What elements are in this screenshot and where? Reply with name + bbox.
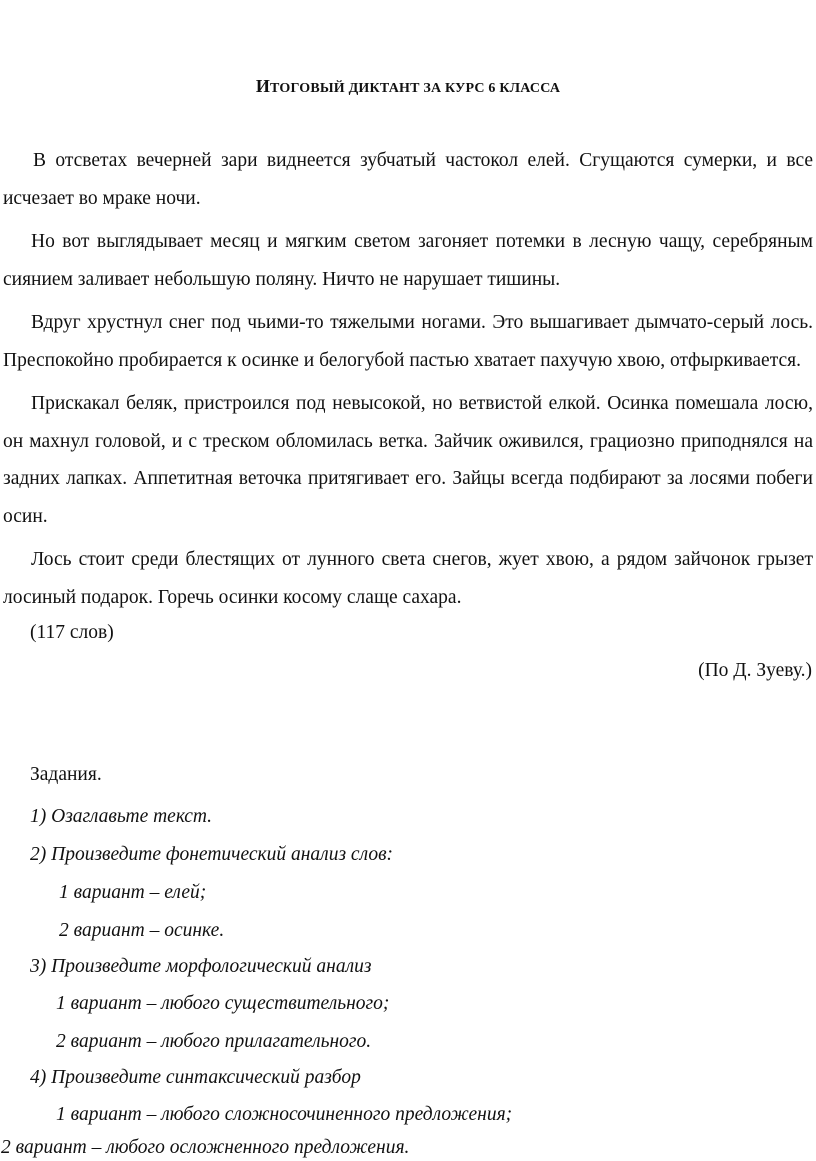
task-item: 2 вариант – любого осложненного предложения. bbox=[1, 1137, 410, 1158]
word-count: (117 слов) bbox=[30, 622, 114, 643]
document-title bbox=[0, 76, 816, 97]
tasks-heading: Задания. bbox=[30, 764, 102, 785]
paragraph: Вдруг хрустнул снег под чьими-то тяжелыми ногами. Это вышагивает дымчато-серый лось. Преспокойно пробирается к осинке и белогубой пастью хватает пахучую хвою, отфыркивается. bbox=[3, 312, 813, 371]
paragraph: В отсветах вечерней зари виднеется зубчатый частокол елей. Сгущаются сумерки, и все исчезает во мраке ночи. bbox=[3, 150, 813, 209]
dictation-text bbox=[3, 142, 813, 622]
task-item: 2 вариант – любого прилагательного. bbox=[56, 1031, 372, 1052]
task-item: 1) Озаглавьте текст. bbox=[30, 806, 213, 827]
task-item: 1 вариант – любого сложносочиненного предложения; bbox=[56, 1104, 513, 1125]
paragraph: Но вот выглядывает месяц и мягким светом загоняет потемки в лесную чащу, серебряным сиянием заливает небольшую поляну. Ничто не нарушает тишины. bbox=[3, 231, 813, 290]
task-item: 2 вариант – осинке. bbox=[59, 920, 225, 941]
task-item: 1 вариант – елей; bbox=[59, 882, 207, 903]
task-item: 1 вариант – любого существительного; bbox=[56, 993, 390, 1014]
paragraph: Прискакал беляк, пристроился под невысокой, но ветвистой елкой. Осинка помешала лосю, он махнул головой, и с треском обломилась ветка. Зайчик оживился, грациозно приподнялся на задних лапках. Аппетитная веточка притягивает его. Зайцы всегда подбирают за лосями побеги осин. bbox=[3, 393, 813, 527]
task-item: 2) Произведите фонетический анализ слов: bbox=[30, 844, 394, 865]
task-item: 4) Произведите синтаксический разбор bbox=[30, 1067, 361, 1088]
title-rest: ТОГОВЫЙ ДИКТАНТ ЗА КУРС 6 КЛАССА bbox=[270, 81, 561, 96]
task-item: 3) Произведите морфологический анализ bbox=[30, 956, 372, 977]
paragraph: Лось стоит среди блестящих от лунного света снегов, жует хвою, а рядом зайчонок грызет лосиный подарок. Горечь осинки косому слаще сахара. bbox=[3, 549, 813, 608]
source-author: (По Д. Зуеву.) bbox=[698, 660, 812, 681]
title-initial: И bbox=[255, 76, 271, 96]
